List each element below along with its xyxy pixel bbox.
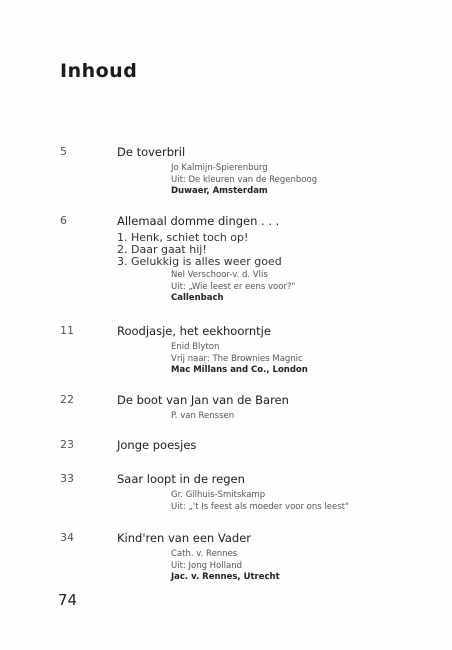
- toc-author: Gr. Gilhuis-Smitskamp: [171, 490, 266, 500]
- toc-author: Cath. v. Rennes: [171, 549, 238, 559]
- toc-publisher: Callenbach: [171, 293, 224, 303]
- toc-page-number: 22: [60, 393, 74, 406]
- toc-publisher: Mac Millans and Co., London: [171, 365, 308, 375]
- toc-page-number: 23: [60, 438, 74, 451]
- toc-subtitle: 2. Daar gaat hij!: [117, 243, 207, 256]
- toc-publisher: Jac. v. Rennes, Utrecht: [171, 572, 280, 582]
- toc-subtitle: 1. Henk, schiet toch op!: [117, 231, 249, 244]
- page-title: Inhoud: [60, 60, 138, 82]
- toc-source: Uit: De kleuren van de Regenboog: [171, 174, 318, 185]
- toc-entry-title: Allemaal domme dingen . . .: [117, 214, 280, 228]
- toc-source: Uit: „'t Is feest als moeder voor ons leest": [171, 501, 349, 512]
- toc-page-number: 34: [60, 531, 74, 544]
- toc-author: Nel Verschoor-v. d. Vlis: [171, 270, 268, 280]
- toc-source: Vrij naar: The Brownies Magnic: [171, 353, 303, 364]
- toc-page-number: 33: [60, 472, 74, 485]
- toc-author: P. van Renssen: [171, 411, 235, 421]
- toc-entry-title: Saar loopt in de regen: [117, 472, 245, 486]
- toc-source: Uit: „Wie leest er eens voor?": [171, 281, 296, 292]
- page-number: 74: [58, 591, 78, 609]
- toc-page-number: 5: [60, 145, 67, 158]
- toc-entry-title: De boot van Jan van de Baren: [117, 393, 289, 407]
- toc-author: Jo Kalmijn-Spierenburg: [171, 163, 268, 173]
- toc-source: Uit: Jong Holland: [171, 560, 242, 571]
- toc-entry-title: Roodjasje, het eekhoorntje: [117, 324, 271, 338]
- toc-page-number: 6: [60, 214, 67, 227]
- toc-subtitle: 3. Gelukkig is alles weer goed: [117, 255, 282, 268]
- toc-entry-title: Jonge poesjes: [117, 438, 197, 452]
- toc-entry-title: De toverbril: [117, 145, 186, 159]
- toc-author: Enid Blyton: [171, 342, 220, 352]
- toc-page-number: 11: [60, 324, 74, 337]
- toc-publisher: Duwaer, Amsterdam: [171, 186, 268, 196]
- toc-entry-title: Kind'ren van een Vader: [117, 531, 251, 545]
